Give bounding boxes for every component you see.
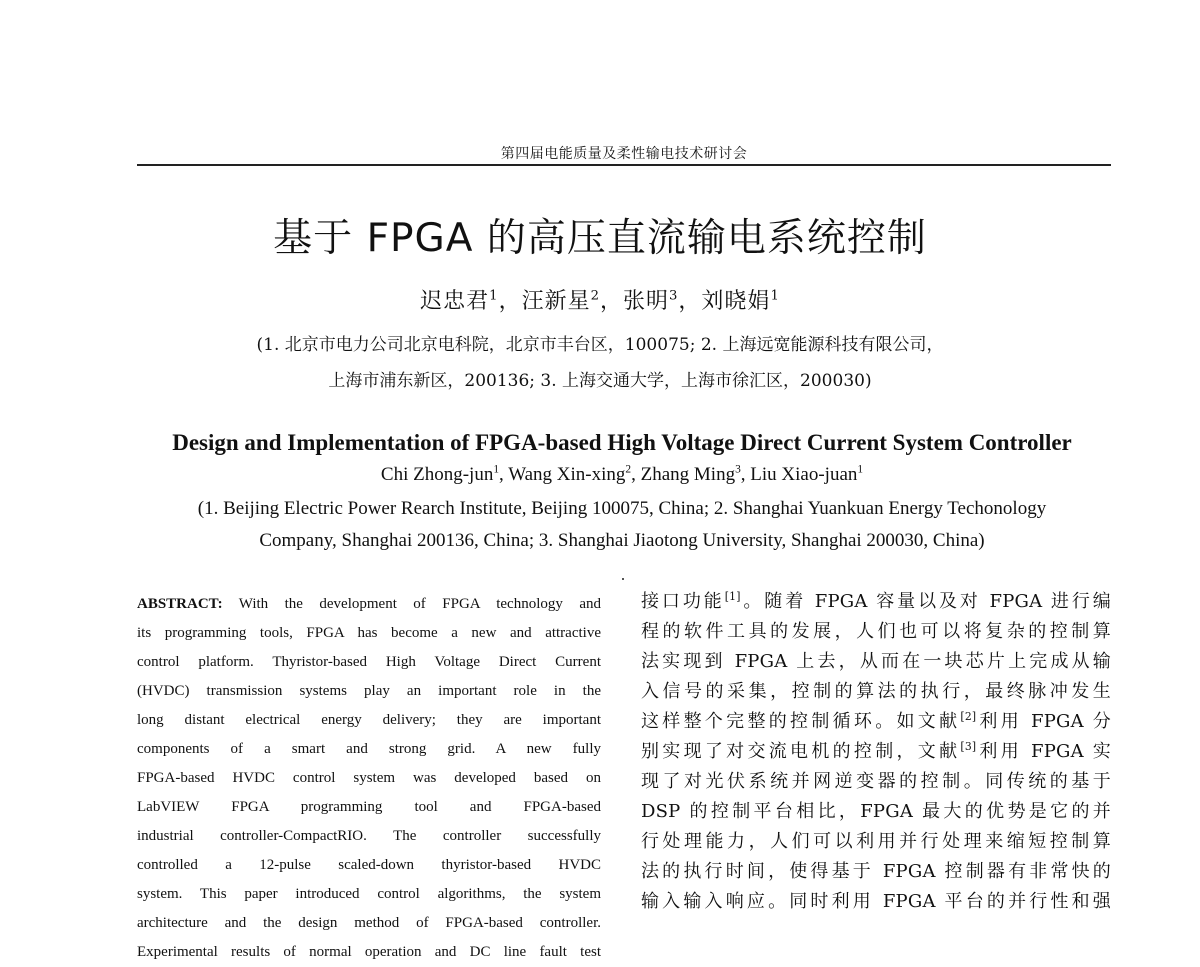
abstract-line: FPGA-based HVDC control system was developed based on <box>137 770 601 786</box>
body-line: 接口功能[1]。随着 FPGA 容量以及对 FPGA 进行编 <box>641 590 1111 612</box>
abstract-line: LabVIEW FPGA programming tool and FPGA-based <box>137 799 601 815</box>
affiliation-en-line: (1. Beijing Electric Power Rearch Institute, Beijing 100075, China; 2. Shanghai Yuankuan Energy Techonology <box>197 498 1047 519</box>
body-line: DSP 的控制平台相比，FPGA 最大的优势是它的并 <box>641 801 1111 822</box>
body-line: 现了对光伏系统并网逆变器的控制。同传统的基于 <box>641 771 1111 792</box>
abstract-line: ABSTRACT: With the development of FPGA technology and <box>137 596 601 612</box>
author-cn: 张明$^3$ <box>623 288 679 314</box>
body-text-chinese-column <box>641 587 1111 917</box>
abstract-line: system. This paper introduced control algorithms, the system <box>137 886 601 902</box>
affiliation-cn-line: (1. 北京市电力公司北京电科院，北京市丰台区，100075; 2. 上海远宽能源科技有限公司， <box>256 335 944 355</box>
author-en: Zhang Ming$^3$ <box>640 463 741 485</box>
abstract-line: Experimental results of normal operation and DC line fault test <box>137 944 601 960</box>
author-en: Chi Zhong-jun$^1$ <box>380 463 500 485</box>
running-header: 第四届电能质量及柔性输电技术研讨会 <box>500 146 748 162</box>
body-line: 法的执行时间，使得基于 FPGA 控制器有非常快的 <box>641 861 1111 882</box>
author-cn: 汪新星$^2$ <box>521 288 600 314</box>
body-line: 入信号的采集，控制的算法的执行，最终脉冲发生 <box>641 681 1111 702</box>
author-en: Wang Xin-xing$^2$ <box>508 463 632 485</box>
affiliation-cn-line: 上海市浦东新区，200136; 3. 上海交通大学，上海市徐汇区，200030) <box>328 371 872 391</box>
abstract-column <box>137 590 601 967</box>
citation-ref: [3] <box>960 740 977 753</box>
body-line: 程的软件工具的发展，人们也可以将复杂的控制算 <box>641 621 1111 642</box>
authors-chinese: 迟忠君$^1$，汪新星$^2$，张明$^3$，刘晓娟$^1$ <box>420 288 780 314</box>
body-line: 法实现到 FPGA 上去，从而在一块芯片上完成从输 <box>641 651 1111 672</box>
authors-english: Chi Zhong-jun$^1$, Wang Xin-xing$^2$, Zhang Ming$^3$, Liu Xiao-juan$^1$ <box>380 463 864 485</box>
body-line: 输入输入响应。同时利用 FPGA 平台的并行性和强 <box>641 891 1111 912</box>
abstract-line: industrial controller-CompactRIO. The controller successfully <box>137 828 601 844</box>
column-divider-dot <box>622 578 624 580</box>
abstract-line: its programming tools, FPGA has become a new and attractive <box>137 625 601 641</box>
abstract-keyword: ABSTRACT: <box>137 596 223 612</box>
abstract-line: controlled a 12-pulse scaled-down thyristor-based HVDC <box>137 857 601 873</box>
body-line: 行处理能力，人们可以利用并行处理来缩短控制算 <box>641 831 1111 852</box>
citation-ref: [1] <box>724 590 741 603</box>
title-chinese: 基于 FPGA 的高压直流输电系统控制 <box>273 216 927 261</box>
body-line: 这样整个完整的控制循环。如文献[2]利用 FPGA 分 <box>641 710 1111 732</box>
author-cn: 刘晓娟$^1$ <box>701 288 780 314</box>
author-en: Liu Xiao-juan$^1$ <box>750 463 864 485</box>
abstract-line: architecture and the design method of FPGA-based controller. <box>137 915 601 931</box>
body-line: 别实现了对交流电机的控制，文献[3]利用 FPGA 实 <box>641 740 1111 762</box>
author-cn: 迟忠君$^1$ <box>420 288 499 314</box>
abstract-line: long distant electrical energy delivery; they are important <box>137 712 601 728</box>
abstract-line: components of a smart and strong grid. A new fully <box>137 741 601 757</box>
affiliation-en-line: Company, Shanghai 200136, China; 3. Shanghai Jiaotong University, Shanghai 200030, China) <box>259 530 985 551</box>
abstract-line: (HVDC) transmission systems play an important role in the <box>137 683 601 699</box>
abstract-line: control platform. Thyristor-based High Voltage Direct Current <box>137 654 601 670</box>
header-rule <box>137 164 1111 166</box>
title-english: Design and Implementation of FPGA-based High Voltage Direct Current System Controller <box>172 430 1072 455</box>
citation-ref: [2] <box>960 710 977 723</box>
